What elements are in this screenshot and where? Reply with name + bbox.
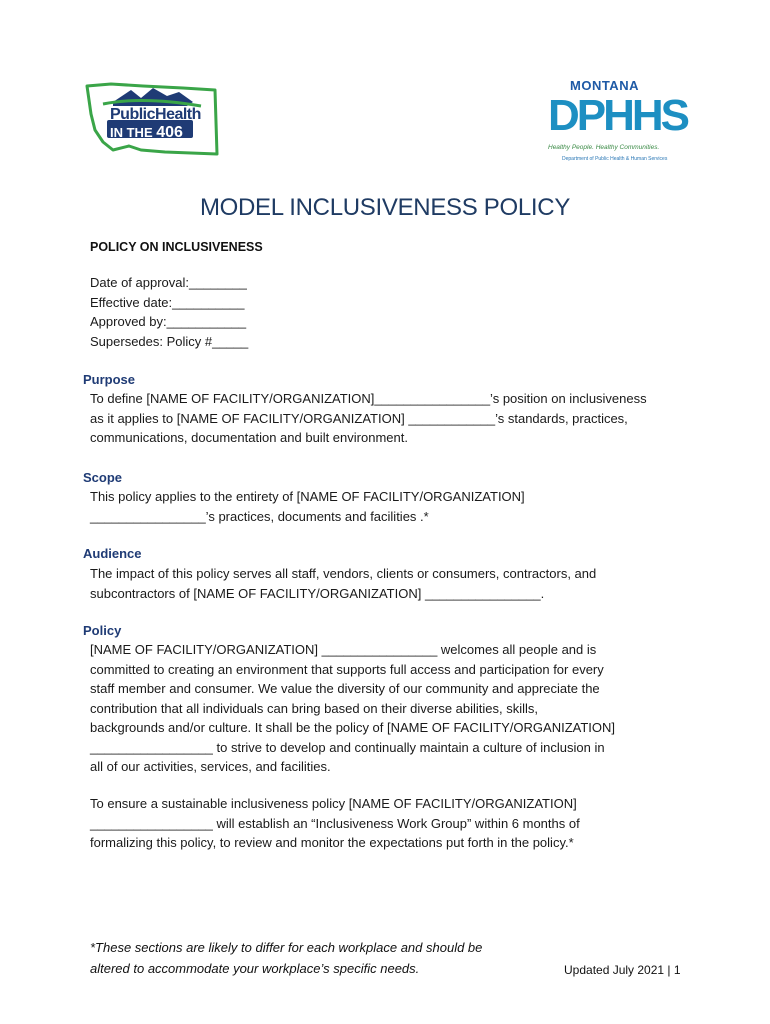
page-title: MODEL INCLUSIVENESS POLICY	[199, 194, 571, 221]
purpose-line: as it applies to [NAME OF FACILITY/ORGANIZATION] ____________’s standards, practices,	[90, 410, 628, 426]
purpose-heading: Purpose	[83, 372, 136, 387]
logo-subtagline: Department of Public Health & Human Services	[562, 156, 668, 162]
effective-date-field: Effective date:__________	[90, 294, 245, 310]
scope-line: This policy applies to the entirety of [NAME OF FACILITY/ORGANIZATION]	[90, 489, 525, 504]
policy-line: all of our activities, services, and facilities.	[90, 759, 331, 774]
footnote-line: altered to accommodate your workplace’s specific needs.	[90, 961, 420, 976]
public-health-406-logo	[83, 80, 223, 162]
policy-line: staff member and consumer. We value the diversity of our community and appreciate the	[90, 681, 600, 696]
policy-subheading: POLICY ON INCLUSIVENESS	[90, 240, 263, 254]
policy-line: _________________ will establish an “Inclusiveness Work Group” within 6 months of	[90, 815, 580, 831]
supersedes-field: Supersedes: Policy #_____	[90, 333, 249, 349]
policy-line: _________________ to strive to develop and continually maintain a culture of inclusion in	[90, 739, 605, 755]
policy-text	[90, 640, 670, 777]
policy-line: [NAME OF FACILITY/ORGANIZATION] ________________ welcomes all people and is	[90, 642, 597, 657]
date-of-approval-field: Date of approval:________	[90, 275, 247, 290]
logo-in-the-406-text	[110, 124, 183, 142]
logo-406-text: 406	[156, 124, 183, 141]
purpose-line: communications, documentation and built environment.	[90, 430, 408, 445]
policy-heading: Policy	[83, 623, 122, 638]
policy-line: contribution that all individuals can bring based on their diverse abilities, skills,	[90, 700, 539, 716]
scope-heading: Scope	[83, 470, 123, 485]
page-footer: Updated July 2021 | 1	[564, 963, 681, 977]
policy-line: committed to creating an environment that supports full access and participation for every	[90, 661, 604, 677]
logo-in-the-text: IN THE	[110, 125, 153, 140]
footnote-line: *These sections are likely to differ for each workplace and should be	[90, 940, 483, 955]
footnote	[90, 937, 540, 979]
logo-public-health-text: PublicHealth	[110, 106, 201, 123]
policy-line: To ensure a sustainable inclusiveness policy [NAME OF FACILITY/ORGANIZATION]	[90, 796, 577, 811]
audience-text	[90, 564, 670, 603]
scope-text	[90, 487, 670, 526]
logo-tagline: Healthy People. Healthy Communities.	[548, 144, 660, 151]
policy-line: backgrounds and/or culture. It shall be the policy of [NAME OF FACILITY/ORGANIZATION]	[90, 720, 616, 735]
policy-line: formalizing this policy, to review and monitor the expectations put forth in the policy.*	[90, 835, 574, 850]
audience-line: The impact of this policy serves all staff, vendors, clients or consumers, contractors, and	[90, 566, 597, 581]
audience-line: subcontractors of [NAME OF FACILITY/ORGANIZATION] ________________.	[90, 585, 545, 601]
approved-by-field: Approved by:___________	[90, 314, 247, 329]
purpose-line: To define [NAME OF FACILITY/ORGANIZATION]________________’s position on inclusiveness	[90, 391, 647, 406]
logo-dphhs-text: DPHHS	[548, 91, 688, 140]
scope-line: ________________’s practices, documents and facilities .*	[90, 508, 429, 524]
approval-meta-block	[90, 273, 248, 351]
policy-text-second-paragraph	[90, 794, 670, 853]
montana-dphhs-logo	[548, 78, 688, 168]
purpose-text	[90, 389, 670, 448]
audience-heading: Audience	[83, 546, 142, 561]
logo-montana-text: MONTANA	[570, 78, 639, 93]
